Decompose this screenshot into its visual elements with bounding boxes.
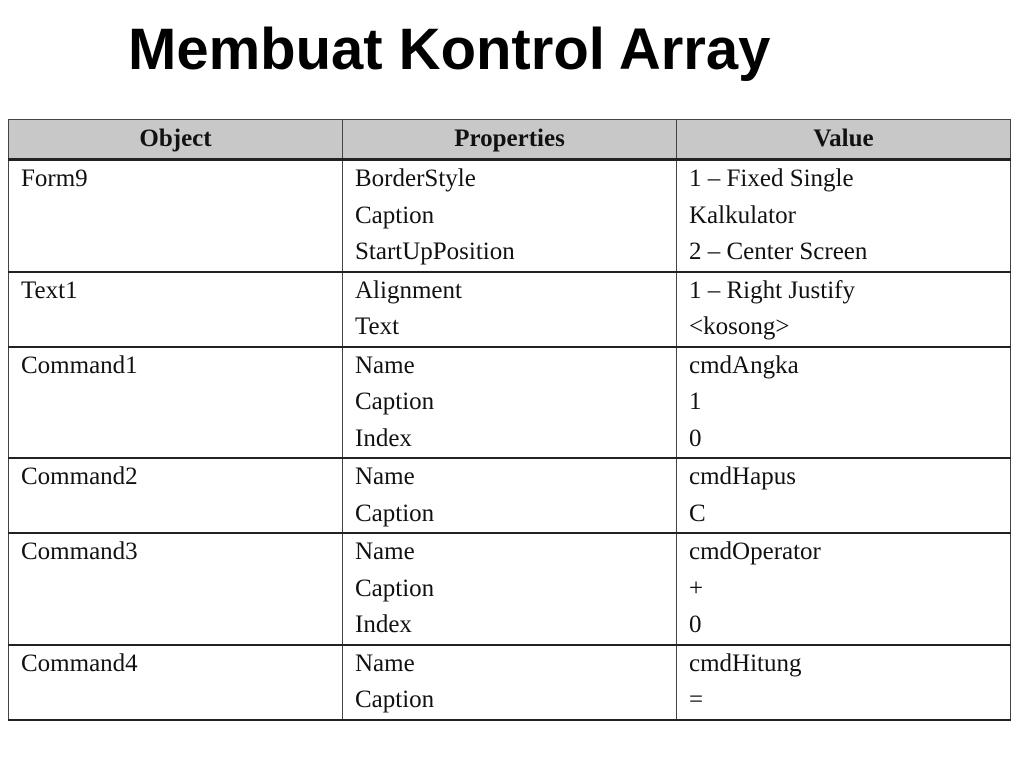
header-properties: Properties [343,120,677,160]
property-name: BorderStyle [355,165,476,192]
properties-cell [343,645,677,720]
property-name: Name [355,538,415,565]
table-row [9,533,1011,645]
property-value: cmdOperator [689,538,821,565]
object-name: Command4 [21,649,138,677]
object-cell [9,347,343,459]
properties-cell [343,347,677,459]
table-row [9,272,1011,347]
object-cell [9,160,343,272]
property-name: Alignment [355,276,462,304]
properties-table-container [8,119,1010,721]
property-name: Text [355,313,400,340]
property-name: Caption [355,686,435,713]
table-row [9,347,1011,459]
object-cell [9,272,343,347]
property-value: C [689,499,706,527]
object-name: Command3 [21,538,138,565]
properties-cell [343,160,677,272]
table-row [9,160,1011,272]
property-value: 0 [689,424,702,452]
properties-cell [343,458,677,533]
values-cell [677,272,1011,347]
property-name: Caption [355,388,435,415]
property-name: Index [355,611,412,638]
property-name: StartUpPosition [355,238,515,265]
property-value: = [689,686,704,713]
property-name: Caption [355,574,435,602]
property-name: Name [355,649,415,677]
property-value: 1 – Right Justify [689,276,855,304]
property-name: Index [355,424,412,452]
values-cell [677,645,1011,720]
property-value: Kalkulator [689,201,796,229]
values-cell [677,458,1011,533]
property-value: 1 – Fixed Single [689,165,854,192]
table-row [9,458,1011,533]
properties-cell [343,533,677,645]
table-row [9,645,1011,720]
values-cell [677,533,1011,645]
object-cell [9,458,343,533]
property-value: cmdHitung [689,649,802,677]
property-name: Caption [355,499,435,527]
values-cell [677,347,1011,459]
table-header-row [9,120,1011,160]
slide-title: Membuat Kontrol Array [128,17,771,82]
object-name: Command2 [21,463,138,490]
object-name: Text1 [21,276,78,304]
property-name: Caption [355,201,435,229]
property-value: <kosong> [689,313,790,340]
properties-cell [343,272,677,347]
header-object: Object [9,120,343,160]
object-name: Form9 [21,165,88,192]
values-cell [677,160,1011,272]
object-cell [9,533,343,645]
object-cell [9,645,343,720]
property-value: cmdHapus [689,463,796,490]
properties-table [8,119,1011,721]
object-name: Command1 [21,351,138,379]
header-value: Value [677,120,1011,160]
property-name: Name [355,463,415,490]
property-name: Name [355,351,415,379]
property-value: 1 [689,388,702,415]
property-value: 2 – Center Screen [689,238,868,265]
property-value: cmdAngka [689,351,799,379]
property-value: + [689,574,704,602]
property-value: 0 [689,611,702,638]
